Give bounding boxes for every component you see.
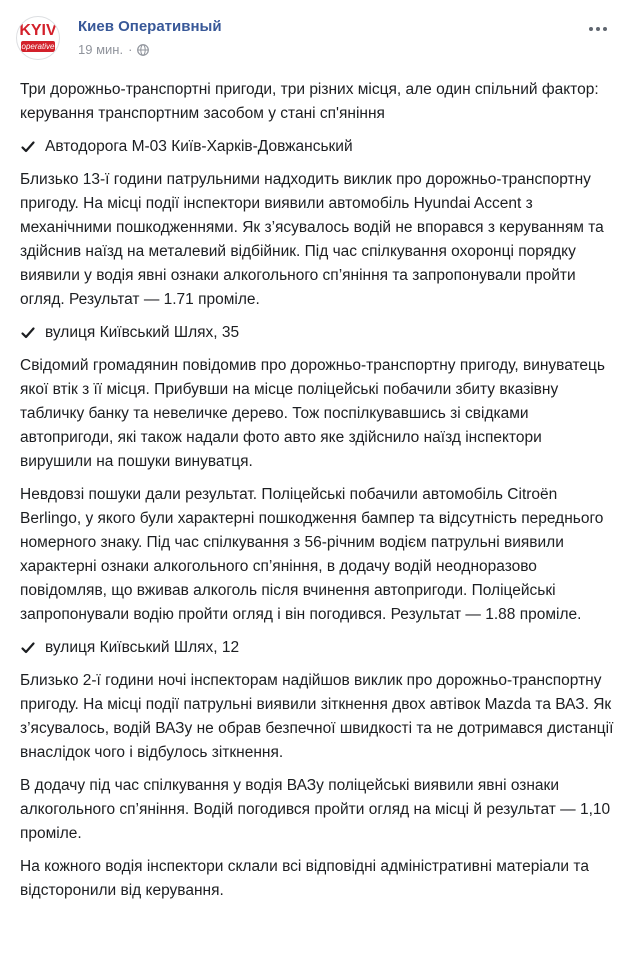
post-body <box>20 78 615 912</box>
section-paragraph: Невдовзі пошуки дали результат. Поліцейські побачили автомобіль Citroën Berlingo, у якого були характерні пошкодження бампер та відсутність переднього номерного знаку. Під час спілкування з 56-річним водієм патрульні виявили характерні ознаки алкогольного сп’яніння, в додачу водій неодноразово повідомляв, що вживав алкоголь після вчинення автопригоди. Поліцейські запропонували водію пройти огляд і він погодився. Результат — 1.88 проміле. <box>20 486 604 623</box>
section-location <box>20 636 615 660</box>
post-closing: На кожного водія інспектори склали всі відповідні адміністративні матеріали та відсторонили від керування. <box>20 858 589 899</box>
post-meta <box>78 42 149 57</box>
meta-separator: · <box>128 42 133 57</box>
location-label: вулиця Київський Шлях, 35 <box>45 324 240 341</box>
avatar[interactable] <box>16 16 60 60</box>
avatar-logo-text: KYIV <box>19 22 57 39</box>
post-timestamp[interactable]: 19 мин. <box>78 42 124 57</box>
check-mark-icon <box>20 640 36 656</box>
check-mark-icon <box>20 325 36 341</box>
check-mark-icon <box>20 139 36 155</box>
avatar-logo-sub: operative <box>21 42 55 51</box>
section-paragraph: Близько 2-ї години ночі інспекторам надійшов виклик про дорожньо-транспортну пригоду. На місці події патрульні виявили зіткнення двох автівок Mazda та ВАЗ. Як з’ясувалось, водій ВАЗу не обрав безпечної швидкості та не дотримався дистанції внаслідок чого і відбулось зіткнення. <box>20 672 614 761</box>
more-options-icon[interactable] <box>589 18 611 32</box>
section-paragraph: Близько 13-ї години патрульними надходить виклик про дорожньо-транспортну пригоду. На місці події інспектори виявили автомобіль Hyundai Accent з механічними пошкодженнями. Як з’ясувалось водій не впорався з керуванням та здійснив наїзд на металевий відбійник. Під час спілкування охоронці порядку виявили у водія явні ознаки алкогольного сп’яніння та запропонували пройти огляд. Результат — 1.71 проміле. <box>20 171 604 308</box>
page-name-link[interactable]: Киев Оперативный <box>78 18 222 35</box>
section-location <box>20 321 615 345</box>
section-paragraph: В додачу під час спілкування у водія ВАЗу поліцейські виявили явні ознаки алкогольного сп’яніння. Водій погодився пройти огляд на місці й результат — 1,10 проміле. <box>20 777 611 842</box>
globe-icon[interactable] <box>137 44 149 56</box>
post-header <box>16 12 615 62</box>
section-paragraph: Свідомий громадянин повідомив про дорожньо-транспортну пригоду, винуватець якої втік з її місця. Прибувши на місце поліцейські побачили збиту вказівну табличку банку та невеличке дерево. Тож поспілкувавшись зі свідками автопригоди, які також надали фото авто яке здійснило наїзд інспектори вирушили на пошуки винуватця. <box>20 357 605 470</box>
post-intro: Три дорожньо-транспортні пригоди, три різних місця, але один спільний фактор: керування транспортним засобом у стані сп'яніння <box>20 81 599 122</box>
section-location <box>20 135 615 159</box>
location-label: Автодорога М-03 Київ-Харків-Довжанський <box>45 138 353 155</box>
location-label: вулиця Київський Шлях, 12 <box>45 639 240 656</box>
